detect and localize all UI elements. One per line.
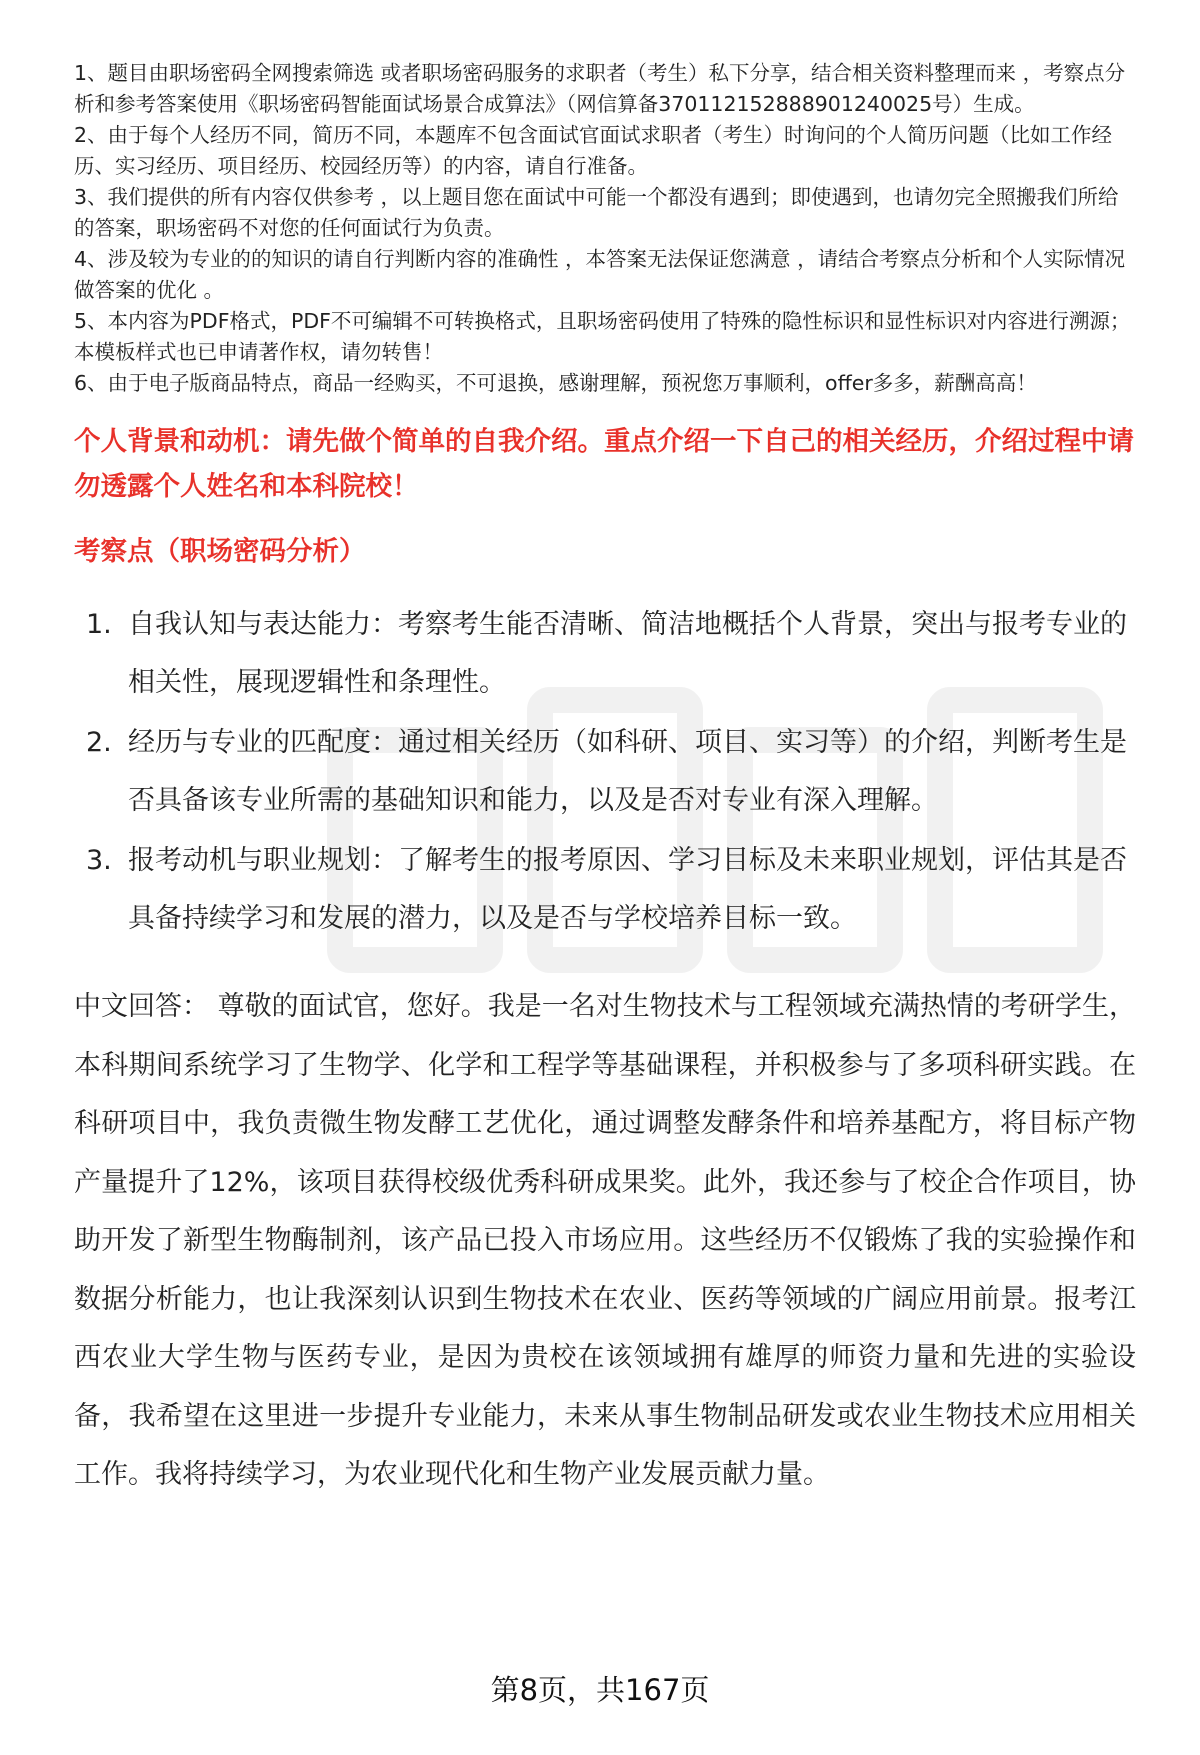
point-number: 2. (86, 727, 112, 758)
disclaimer-block (74, 58, 1136, 399)
point-text: 报考动机与职业规划：了解考生的报考原因、学习目标及未来职业规划，评估其是否具备持续学习和发展的潜力，以及是否与学校培养目标一致。 (128, 845, 1127, 934)
answer-paragraph: 中文回答： 尊敬的面试官，您好。我是一名对生物技术与工程领域充满热情的考研学生，本科期间系统学习了生物学、化学和工程学等基础课程，并积极参与了多项科研实践。在科研项目中，我负责微生物发酵工艺优化，通过调整发酵条件和培养基配方，将目标产物产量提升了12%，该项目获得校级优秀科研成果奖。此外，我还参与了校企合作项目，协助开发了新型生物酶制剂，该产品已投入市场应用。这些经历不仅锻炼了我的实验操作和数据分析能力，也让我深刻认识到生物技术在农业、医药等领域的广阔应用前景。报考江西农业大学生物与医药专业，是因为贵校在该领域拥有雄厚的师资力量和先进的实验设备，我希望在这里进一步提升专业能力，未来从事生物制品研发或农业生物技术应用相关工作。我将持续学习，为农业现代化和生物产业发展贡献力量。 (74, 991, 1136, 1490)
point-text: 自我认知与表达能力：考察考生能否清晰、简洁地概括个人背景，突出与报考专业的相关性，展现逻辑性和条理性。 (128, 609, 1127, 698)
analysis-points-list (74, 596, 1136, 948)
analysis-point (74, 596, 1136, 712)
disclaimer-item: 2、由于每个人经历不同，简历不同，本题库不包含面试官面试求职者（考生）时询问的个人简历问题（比如工作经历、实习经历、项目经历、校园经历等）的内容，请自行准备。 (74, 123, 1113, 178)
disclaimer-item: 5、本内容为PDF格式，PDF不可编辑不可转换格式，且职场密码使用了特殊的隐性标识和显性标识对内容进行溯源；本模板样式也已申请著作权，请勿转售！ (74, 309, 1131, 364)
analysis-heading: 考察点（职场密码分析） (74, 536, 366, 567)
page-number-footer: 第8页，共167页 (490, 1673, 710, 1707)
disclaimer-item: 6、由于电子版商品特点，商品一经购买，不可退换，感谢理解，预祝您万事顺利，offer多多，薪酬高高！ (74, 371, 1037, 395)
disclaimer-item: 1、题目由职场密码全网搜索筛选 或者职场密码服务的求职者（考生）私下分享，结合相关资料整理而来 ，考察点分析和参考答案使用《职场密码智能面试场景合成算法》（网信算备370112152888901240025号）生成。 (74, 61, 1126, 116)
analysis-point (74, 832, 1136, 948)
analysis-point (74, 714, 1136, 830)
point-number: 3. (86, 845, 112, 876)
point-number: 1. (86, 609, 112, 640)
disclaimer-item: 4、涉及较为专业的的知识的请自行判断内容的准确性 ，本答案无法保证您满意 ，请结合考察点分析和个人实际情况做答案的优化 。 (74, 247, 1126, 302)
point-text: 经历与专业的匹配度：通过相关经历（如科研、项目、实习等）的介绍，判断考生是否具备该专业所需的基础知识和能力，以及是否对专业有深入理解。 (128, 727, 1127, 816)
disclaimer-item: 3、我们提供的所有内容仅供参考 ，以上题目您在面试中可能一个都没有遇到；即使遇到，也请勿完全照搬我们所给的答案，职场密码不对您的任何面试行为负责。 (74, 185, 1119, 240)
question-title: 个人背景和动机：请先做个简单的自我介绍。重点介绍一下自己的相关经历，介绍过程中请勿透露个人姓名和本科院校！ (74, 426, 1134, 502)
